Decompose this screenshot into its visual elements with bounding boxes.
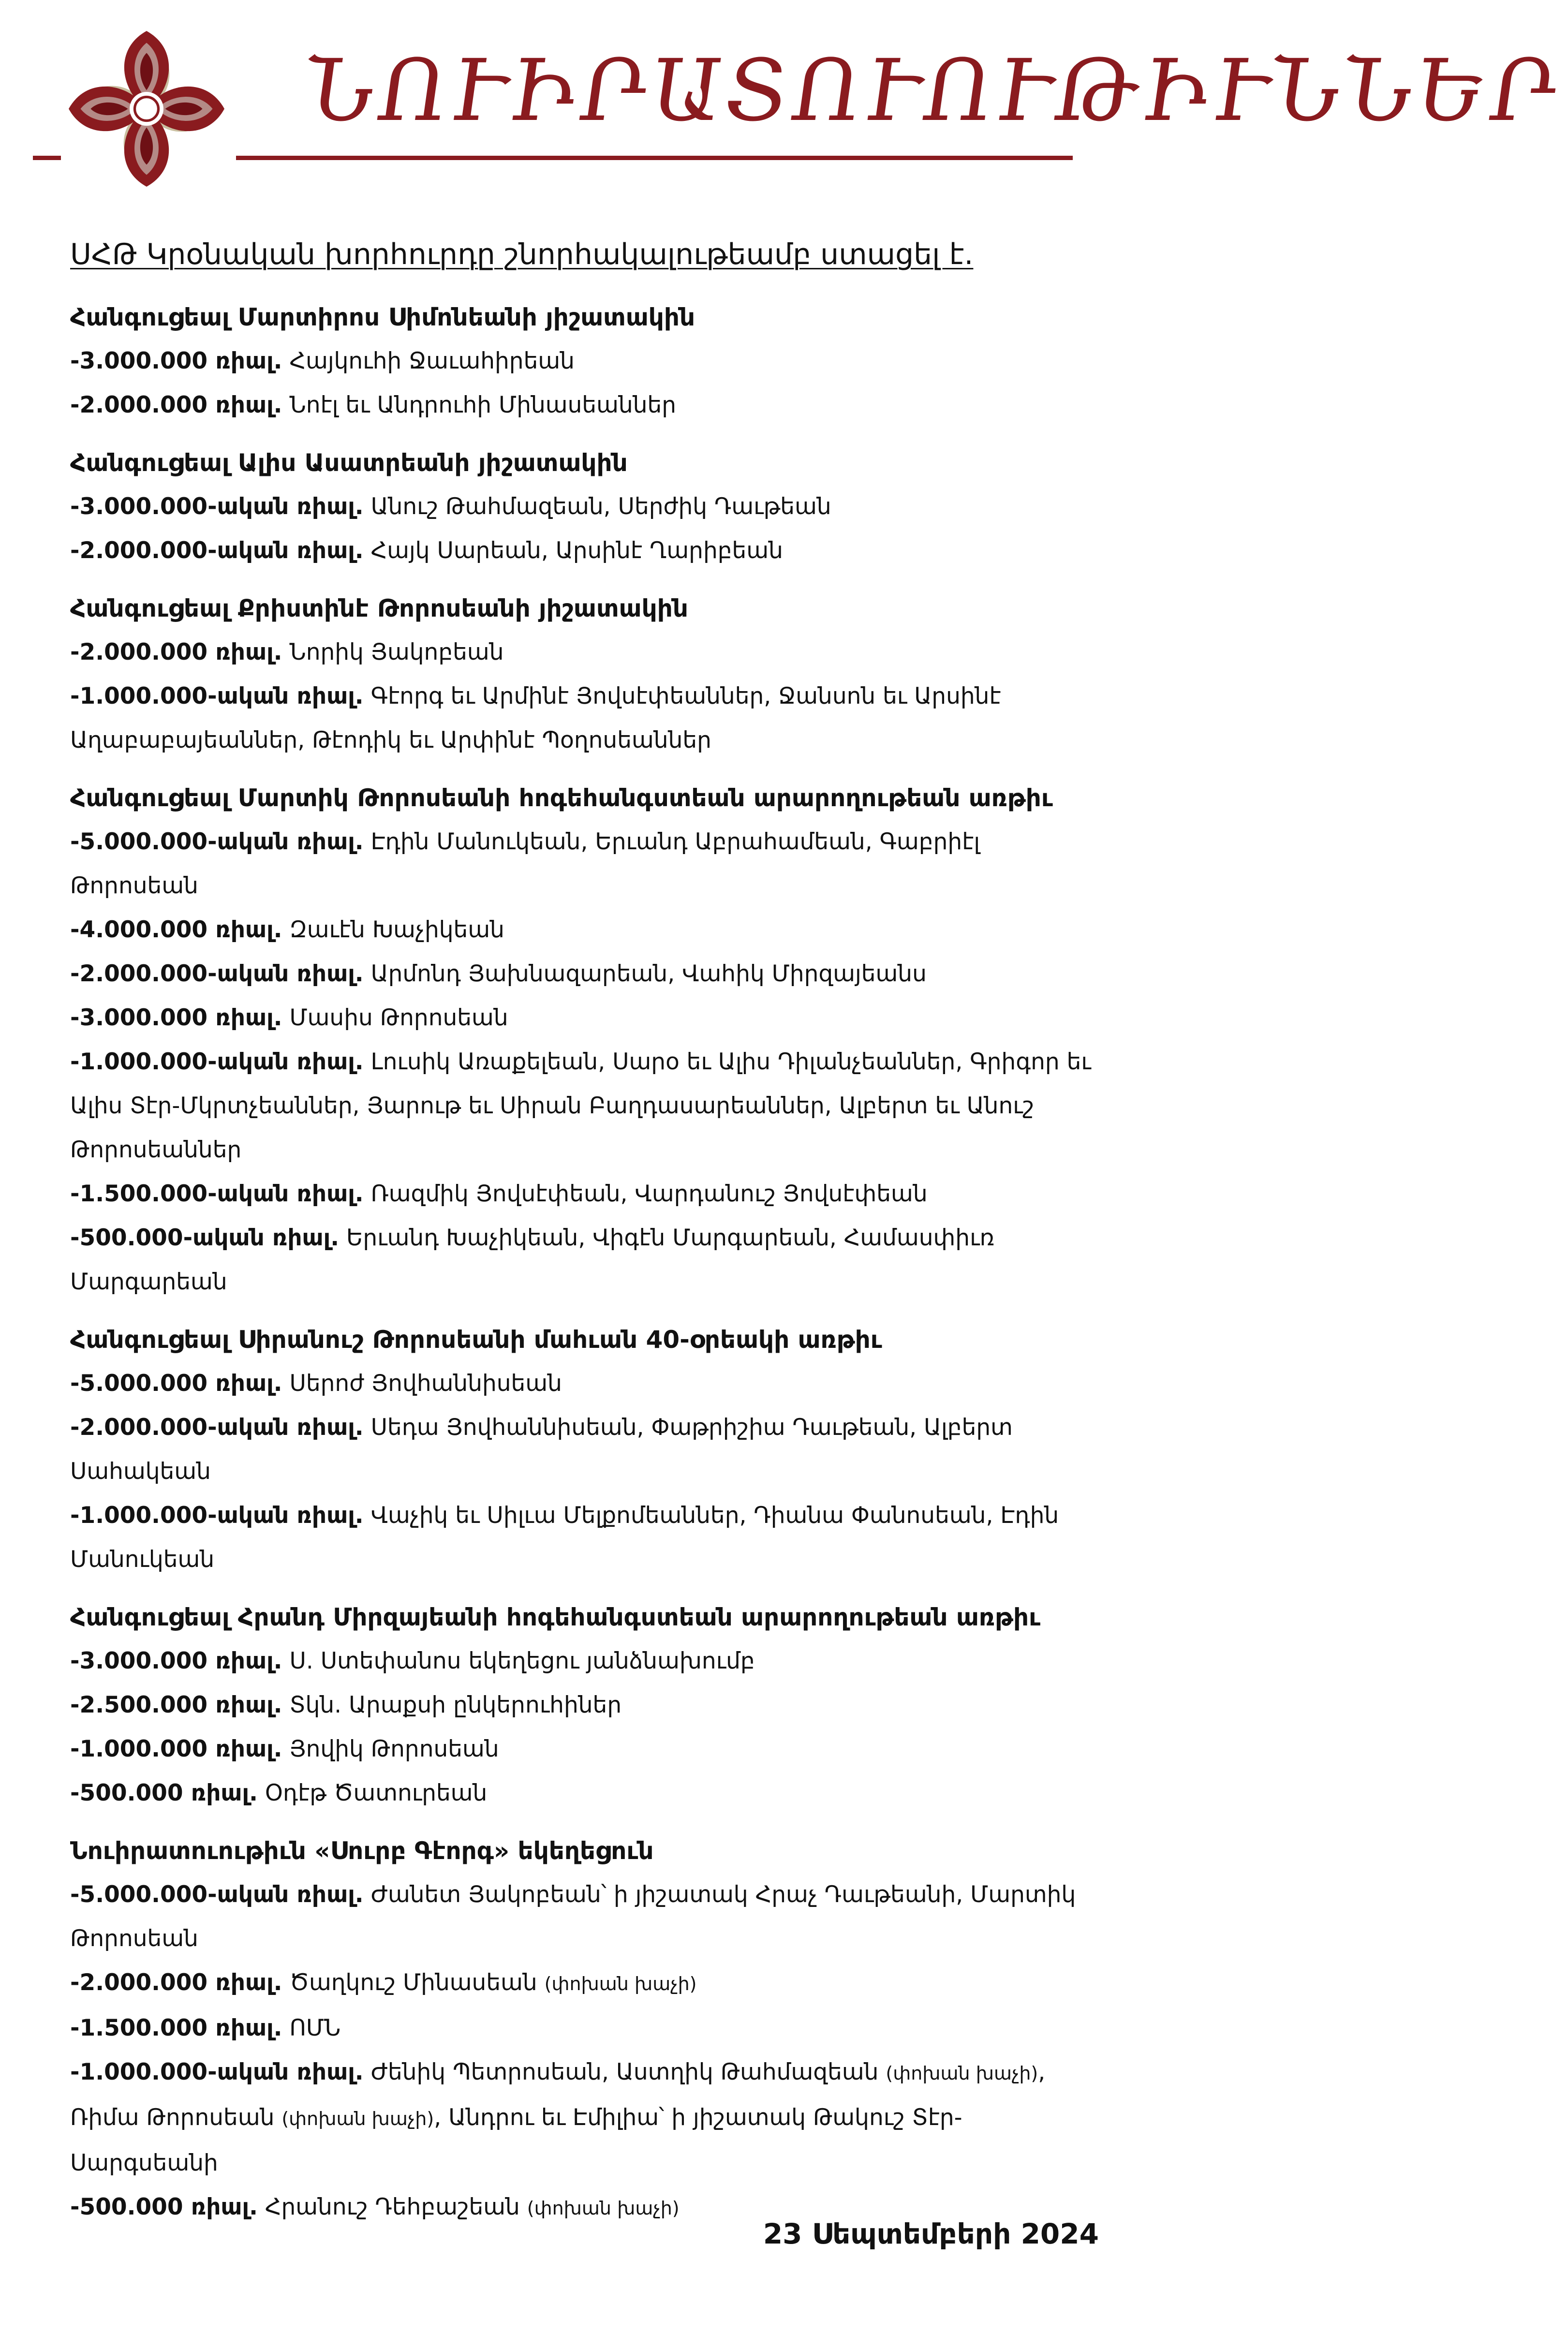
donor-names: Հայկ Սարեան, Արսինէ Ղարիբեան: [363, 537, 783, 564]
donation-amount: -3.000.000 ռիալ.: [70, 1004, 282, 1031]
donor-names: , Ռիմա Թորոսեան: [70, 2059, 1046, 2131]
donation-amount: -2.000.000-ական ռիալ.: [70, 960, 364, 987]
donor-names: Սեդա Յովհաննիսեան, Փաթրիշիա Դաւթեան, Ալբերտ Սահակեան: [70, 1414, 1013, 1485]
donation-amount: -3.000.000 ռիալ.: [70, 348, 282, 374]
section-title: Հանգուցեալ Սիրանուշ Թորոսեանի մահւան 40-օրեակի առթիւ: [70, 1326, 882, 1354]
donation-section: [70, 783, 1105, 1304]
donor-names: Գէորգ եւ Արմինէ Յովսէփեաններ, Ջանսոն եւ Արսինէ Աղաբաբայեաններ, Թէոդիկ եւ Արփինէ Պօղոսեաններ: [70, 683, 1001, 753]
donor-names: Նոէլ եւ Անդրուհի Մինասեաններ: [282, 392, 677, 418]
donation-amount: -500.000-ական ռիալ.: [70, 1225, 340, 1251]
section-title: Նուիրատուութիւն «Սուրբ Գէորգ» եկեղեցուն: [70, 1837, 654, 1865]
donor-names: Վաչիկ եւ Սիլւա Մելքոմեաններ, Դիանա Փանոսեան, Էդին Մանուկեան: [70, 1502, 1059, 1573]
donor-names: Հայկուհի Ջաւահիրեան: [282, 348, 575, 374]
donation-entry: [70, 2050, 1105, 2185]
donation-amount: -2.000.000-ական ռիալ.: [70, 1414, 364, 1441]
donation-entry: [70, 1405, 1105, 1493]
donation-amount: -1.500.000-ական ռիալ.: [70, 1181, 364, 1207]
donation-amount: -1.000.000-ական ռիալ.: [70, 683, 364, 709]
donation-note: (փոխան խաչի): [544, 1973, 697, 1994]
donation-entry: [70, 2006, 1105, 2050]
donor-names: Ռազմիկ Յովսէփեան, Վարդանուշ Յովսէփեան: [363, 1181, 928, 1207]
donation-section: [70, 302, 1105, 427]
donor-names: Ժենիկ Պետրոսեան, Աստղիկ Թահմազեան: [363, 2059, 886, 2085]
section-title: Հանգուցեալ Ալիս Ասատրեանի յիշատակին: [70, 449, 628, 477]
section-title: Հանգուցեալ Քրիստինէ Թորոսեանի յիշատակին: [70, 594, 688, 622]
section-title: Հանգուցեալ Մարտիկ Թորոսեանի հոգեհանգստեան արարողութեան առթիւ: [70, 784, 1053, 812]
donation-amount: -3.000.000-ական ռիալ.: [70, 493, 364, 520]
donation-entry: [70, 674, 1105, 762]
donation-entry: [70, 485, 1105, 529]
donor-names: Զաւէն Խաչիկեան: [282, 916, 504, 943]
armenian-ornament-logo-icon: [62, 19, 231, 198]
donor-names: , Անդրու եւ Էմիլիա՝ ի յիշատակ Թակուշ Տէր-Սարգսեանի: [70, 2104, 962, 2176]
header-rule-left: [33, 156, 61, 160]
donation-note: (փոխան խաչի): [527, 2198, 680, 2219]
donor-names: Լուսիկ Առաքելեան, Սարօ եւ Ալիս Դիլանչեաններ, Գրիգոր եւ Ալիս Տէր-Մկրտչեաններ, Յարութ եւ Սիրան Բաղդասարեաններ, Ալբերտ եւ Անուշ Թորոսեաններ: [70, 1048, 1091, 1163]
donation-note: (փոխան խաչի): [281, 2108, 434, 2129]
donation-entry: [70, 1172, 1105, 1216]
donation-entry: [70, 1639, 1105, 1683]
donor-names: ՈՄՆ: [282, 2015, 341, 2041]
donation-amount: -2.500.000 ռիալ.: [70, 1692, 282, 1718]
donation-entry: [70, 383, 1105, 427]
donations-list: [70, 237, 1105, 2251]
donor-names: Ծաղկուշ Մինասեան: [282, 1969, 545, 1996]
donation-entry: [70, 529, 1105, 573]
donation-entry: [70, 1493, 1105, 1581]
donor-names: Ս. Ստեփանոս եկեղեցու յանձնախումբ: [282, 1648, 755, 1674]
donation-note: (փոխան խաչի): [886, 2063, 1038, 2084]
donation-amount: -1.000.000 ռիալ.: [70, 1736, 282, 1762]
donor-names: Հրանուշ Դեհբաշեան: [257, 2194, 527, 2220]
donation-amount: -2.000.000 ռիալ.: [70, 392, 282, 418]
donation-amount: -2.000.000-ական ռիալ.: [70, 537, 364, 564]
donation-amount: -1.000.000-ական ռիալ.: [70, 1048, 364, 1075]
donation-amount: -4.000.000 ռիալ.: [70, 916, 282, 943]
donor-names: Արմոնդ Յախնազարեան, Վաhիկ Միրզայեանս: [363, 960, 927, 987]
publication-date: 23 Սեպտեմբերի 2024: [763, 2217, 1099, 2250]
donation-amount: -1.500.000 ռիալ.: [70, 2015, 282, 2041]
donation-entry: [70, 1361, 1105, 1405]
donation-section: [70, 447, 1105, 573]
donation-amount: -5.000.000-ական ռիալ.: [70, 828, 364, 855]
donation-amount: -1.000.000-ական ռիալ.: [70, 1502, 364, 1529]
donor-names: Անուշ Թահմազեան, Սերժիկ Դաւթեան: [363, 493, 831, 520]
donation-entry: [70, 1040, 1105, 1172]
donor-names: Սերոժ Յովհաննիսեան: [282, 1370, 562, 1397]
donation-entry: [70, 1873, 1105, 1961]
header-rule-right: [236, 156, 1073, 160]
donation-section: [70, 593, 1105, 762]
donation-entry: [70, 1216, 1105, 1304]
donor-names: Օդէթ Ծատուրեան: [257, 1780, 488, 1806]
donation-amount: -500.000 ռիալ.: [70, 2194, 258, 2220]
donation-entry: [70, 1727, 1105, 1771]
page-title: ՆՈՒԻՐԱՏՈՒՈՒԹԻՒՆՆԵՐ: [299, 41, 1568, 140]
donation-amount: -3.000.000 ռիալ.: [70, 1648, 282, 1674]
donor-names: Տկն. Արաքսի ընկերուհիներ: [282, 1692, 622, 1718]
page-header: [0, 0, 1568, 203]
donation-entry: [70, 630, 1105, 674]
donation-entry: [70, 996, 1105, 1040]
donor-names: Երւանդ Խաչիկեան, Վիգէն Մարգարեան, Համասփիւռ Մարգարեան: [70, 1225, 994, 1295]
donation-amount: -1.000.000-ական ռիալ.: [70, 2059, 364, 2085]
donation-entry: [70, 908, 1105, 952]
donor-names: Մասիս Թորոսեան: [282, 1004, 508, 1031]
donation-amount: -2.000.000 ռիալ.: [70, 1969, 282, 1996]
donor-names: Էդին Մանուկեան, Երւանդ Աբրահամեան, Գաբրիէլ Թորոսեան: [70, 828, 980, 899]
donor-names: Նորիկ Յակոբեան: [282, 639, 504, 665]
donation-entry: [70, 339, 1105, 383]
donation-entry: [70, 1961, 1105, 2006]
donation-section: [70, 1602, 1105, 1815]
donation-entry: [70, 820, 1105, 908]
donation-entry: [70, 952, 1105, 996]
donation-entry: [70, 1683, 1105, 1727]
donation-amount: -2.000.000 ռիալ.: [70, 639, 282, 665]
donation-amount: -5.000.000-ական ռիալ.: [70, 1881, 364, 1908]
donation-entry: [70, 1771, 1105, 1815]
donor-names: Յովիկ Թորոսեան: [282, 1736, 499, 1762]
donation-section: [70, 1324, 1105, 1581]
intro-text: ՍՀԹ Կրօնական խորհուրդը շնորհակալութեամբ ստացել է.: [70, 237, 974, 271]
donation-section: [70, 1835, 1105, 2230]
section-title: Հանգուցեալ Հրանդ Միրզայեանի հոգեհանգստեան արարողութեան առթիւ: [70, 1603, 1041, 1631]
donor-names: Ժանետ Յակոբեան՝ ի յիշատակ Հրաչ Դաւթեանի, Մարտիկ Թորոսեան: [70, 1881, 1076, 1952]
donation-amount: -500.000 ռիալ.: [70, 1780, 258, 1806]
section-title: Հանգուցեալ Մարտիրոս Սիմոնեանի յիշատակին: [70, 303, 695, 331]
donation-amount: -5.000.000 ռիալ.: [70, 1370, 282, 1397]
